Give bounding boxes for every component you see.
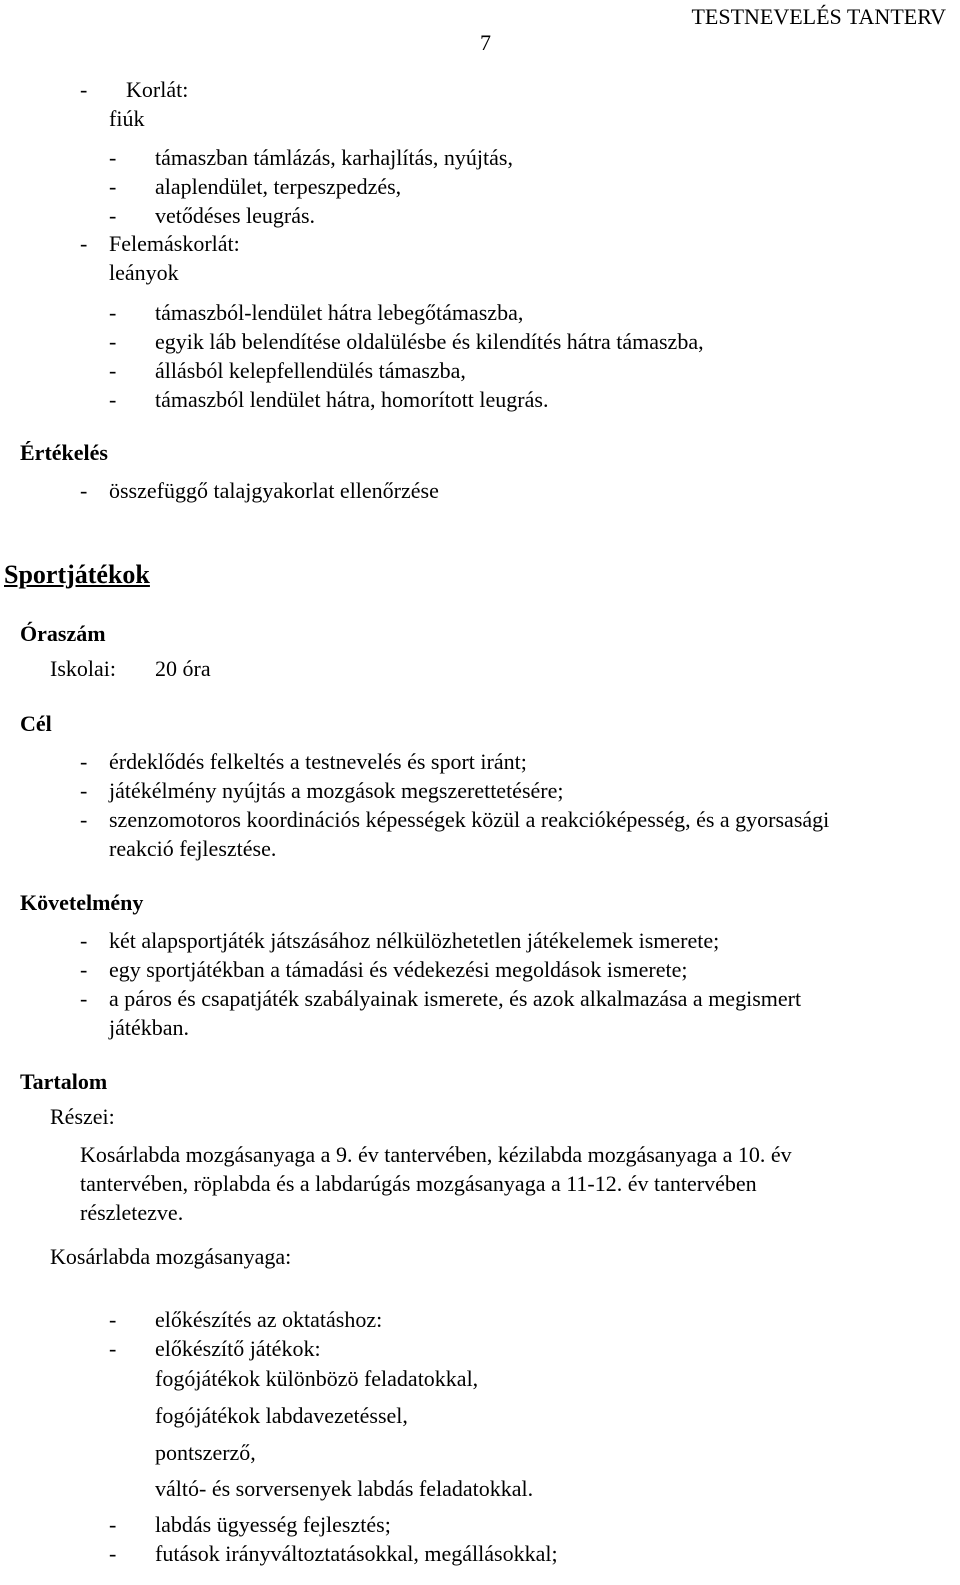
section-title: Sportjátékok bbox=[4, 560, 150, 589]
list-item: - állásból kelepfellendülés támaszba, bbox=[109, 358, 466, 383]
list-item: - futások irányváltoztatásokkal, megállásokkal; bbox=[109, 1541, 558, 1566]
list-item: - összefüggő talajgyakorlat ellenőrzése bbox=[80, 478, 439, 503]
reszei-label: Részei: bbox=[50, 1104, 115, 1129]
tartalom-heading: Tartalom bbox=[20, 1069, 108, 1094]
sub-item: váltó- és sorversenyek labdás feladatokkal. bbox=[155, 1476, 534, 1501]
paragraph-line: tantervében, röplabda és a labdarúgás mozgásanyaga a 11-12. év tantervében bbox=[80, 1171, 757, 1196]
list-item: - játékélmény nyújtás a mozgások megszerettetésére; bbox=[80, 778, 564, 803]
page-number: 7 bbox=[480, 30, 491, 55]
list-item: - támaszból-lendület hátra lebegőtámaszba, bbox=[109, 300, 524, 325]
oraszam-heading: Óraszám bbox=[20, 621, 106, 646]
iskolai-label: Iskolai: bbox=[50, 656, 116, 681]
list-item-continuation: játékban. bbox=[109, 1015, 190, 1040]
list-item: - előkészítő játékok: bbox=[109, 1336, 321, 1361]
paragraph-line: részletezve. bbox=[80, 1200, 184, 1225]
list-item: - vetődéses leugrás. bbox=[109, 203, 316, 228]
list-item: - szenzomotoros koordinációs képességek közül a reakcióképesség, és a gyorsasági bbox=[80, 807, 830, 832]
iskolai-value: 20 óra bbox=[155, 656, 211, 681]
list-item: - előkészítés az oktatáshoz: bbox=[109, 1307, 383, 1332]
list-item: - egyik láb belendítése oldalülésbe és kilendítés hátra támaszba, bbox=[109, 329, 704, 354]
list-item: - támaszban támlázás, karhajlítás, nyújtás, bbox=[109, 145, 513, 170]
felemas-heading: - Felemáskorlát: bbox=[80, 231, 240, 256]
list-item: - a páros és csapatjáték szabályainak ismerete, és azok alkalmazása a megismert bbox=[80, 986, 802, 1011]
kosar-label: Kosárlabda mozgásanyaga: bbox=[50, 1244, 292, 1269]
list-item: - érdeklődés felkeltés a testnevelés és sport iránt; bbox=[80, 749, 527, 774]
korlat-heading: - Korlát: bbox=[80, 77, 189, 102]
running-header-title: TESTNEVELÉS TANTERV bbox=[691, 4, 946, 29]
sub-item: fogójátékok labdavezetéssel, bbox=[155, 1403, 408, 1428]
leanyok-label: leányok bbox=[109, 260, 179, 285]
fiuk-label: fiúk bbox=[109, 106, 145, 131]
cel-heading: Cél bbox=[20, 711, 52, 736]
sub-item: fogójátékok különbözö feladatokkal, bbox=[155, 1366, 479, 1391]
list-item: - alaplendület, terpeszpedzés, bbox=[109, 174, 402, 199]
list-item: - egy sportjátékban a támadási és védekezési megoldások ismerete; bbox=[80, 957, 688, 982]
kovetelmeny-heading: Követelmény bbox=[20, 890, 144, 915]
paragraph-line: Kosárlabda mozgásanyaga a 9. év tantervében, kézilabda mozgásanyaga a 10. év bbox=[80, 1142, 792, 1167]
list-item-continuation: reakció fejlesztése. bbox=[109, 836, 277, 861]
list-item: - két alapsportjáték játszásához nélkülözhetetlen játékelemek ismerete; bbox=[80, 928, 720, 953]
ertekeles-heading: Értékelés bbox=[20, 440, 108, 465]
list-item: - támaszból lendület hátra, homorított leugrás. bbox=[109, 387, 549, 412]
list-item: - labdás ügyesség fejlesztés; bbox=[109, 1512, 391, 1537]
sub-item: pontszerző, bbox=[155, 1440, 256, 1465]
